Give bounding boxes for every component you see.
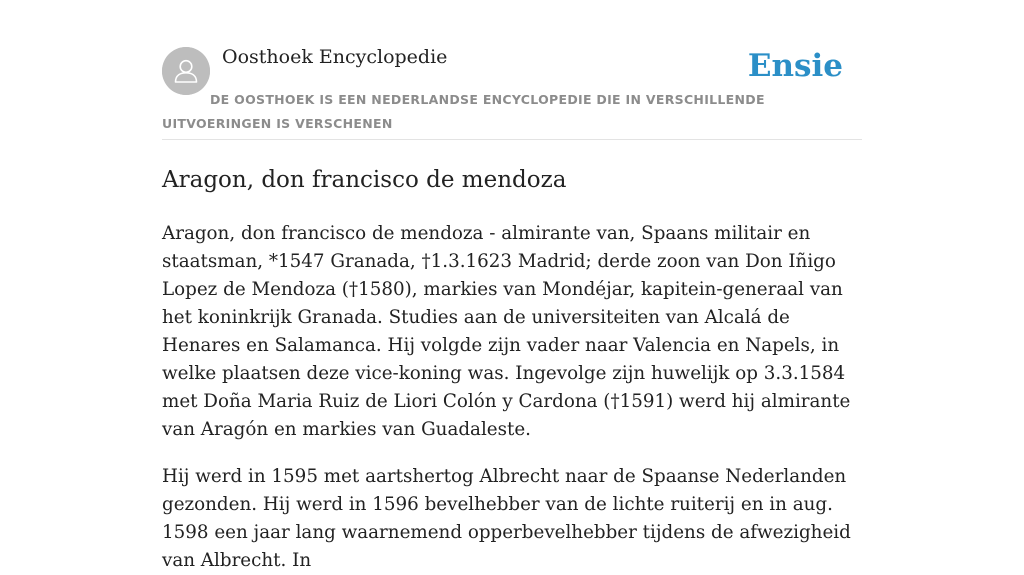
site-tagline: DE OOSTHOEK IS EEN NEDERLANDSE ENCYCLOPEDIE DIE IN VERSCHILLENDE UITVOERINGEN IS VERSCHENEN xyxy=(162,92,765,131)
brand-logo-link[interactable]: Ensie xyxy=(747,48,843,84)
site-name[interactable]: Oosthoek Encyclopedie xyxy=(222,46,448,68)
site-header xyxy=(162,0,862,140)
article-paragraph-2: Hij werd in 1595 met aartshertog Albrecht naar de Spaanse Nederlanden gezonden. Hij werd in 1596 bevelhebber van de lichte ruiterij en in aug. 1598 een jaar lang waarnemend opperbevelhebber tijdens de afwezigheid van Albrecht. In xyxy=(162,466,851,571)
page xyxy=(162,0,862,571)
article-paragraph-1: Aragon, don francisco de mendoza - almirante van, Spaans militair en staatsman, *1547 Granada, †1.3.1623 Madrid; derde zoon van Don Iñigo Lopez de Mendoza (†1580), markies van Mondéjar, kapitein-generaal van het koninkrijk Granada. Studies aan de universiteiten van Alcalá de Henares en Salamanca. Hij volgde zijn vader naar Valencia en Napels, in welke plaatsen deze vice-koning was. Ingevolge zijn huwelijk op 3.3.1584 met Doña Maria Ruiz de Liori Colón y Cardona (†1591) werd hij almirante van Aragón en markies van Guadaleste. xyxy=(162,223,851,440)
article xyxy=(162,164,862,575)
article-title: Aragon, don francisco de mendoza xyxy=(162,167,567,193)
